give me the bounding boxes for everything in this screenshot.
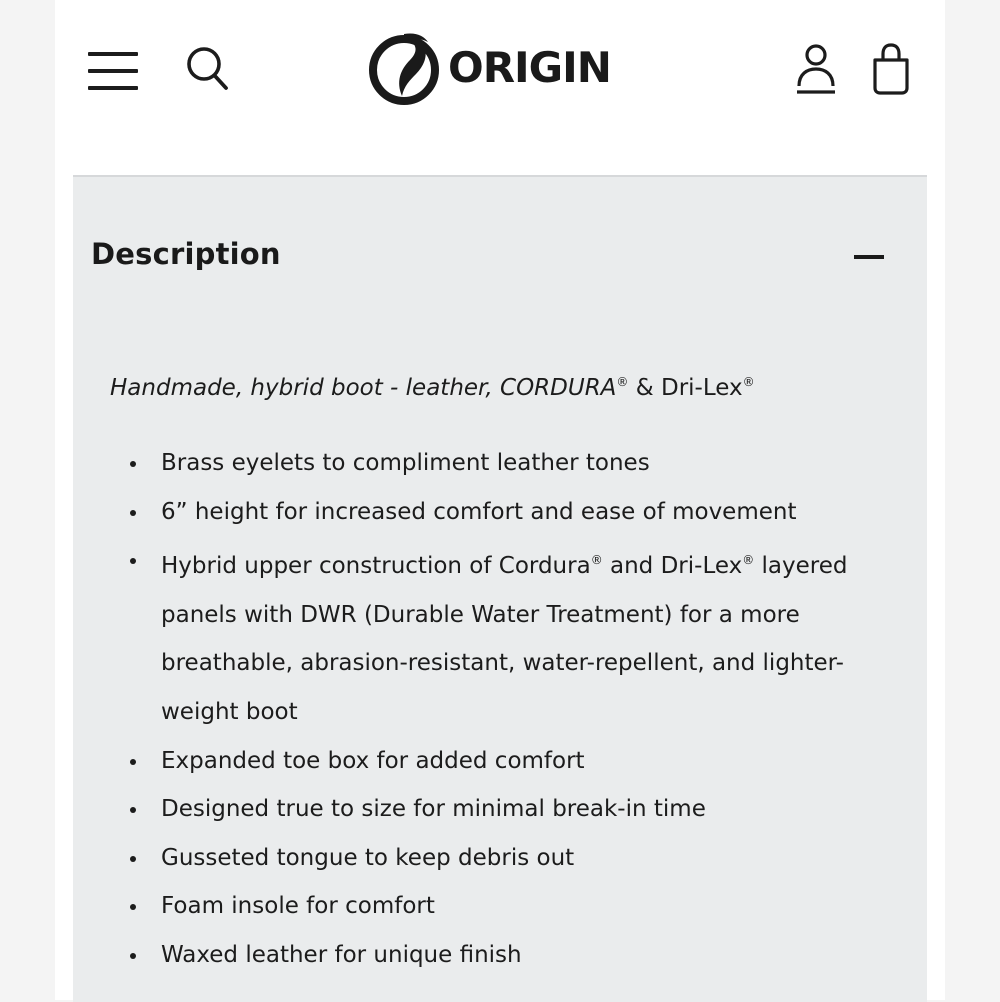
- list-item: [73, 931, 921, 980]
- bullet: [130, 759, 136, 765]
- bullet: [130, 953, 136, 959]
- bullet: [130, 856, 136, 862]
- minus-icon[interactable]: [854, 255, 884, 259]
- list-item: [73, 737, 921, 786]
- description-title: Description: [91, 237, 281, 271]
- feature-list: [73, 439, 927, 980]
- list-item: [73, 882, 921, 931]
- feature-text: Waxed leather for unique finish: [161, 941, 522, 968]
- origin-logo[interactable]: [366, 30, 656, 106]
- description-accordion-header[interactable]: [73, 177, 927, 337]
- hamburger-menu-icon[interactable]: [88, 48, 140, 94]
- list-item: [73, 536, 921, 736]
- bullet: [130, 558, 136, 564]
- feature-text: and Dri-Lex: [602, 553, 743, 580]
- intro-italic-text: Handmade, hybrid boot - leather, CORDURA: [110, 375, 617, 401]
- logo-text: ORIGIN: [448, 43, 611, 92]
- bullet: [130, 461, 136, 467]
- feature-text: Gusseted tongue to keep debris out: [161, 844, 575, 871]
- list-item: [73, 439, 921, 488]
- feature-text: 6” height for increased comfort and ease of movement: [161, 498, 797, 525]
- registered-mark: ®: [590, 553, 603, 568]
- registered-mark: ®: [742, 553, 755, 568]
- shopping-bag-icon[interactable]: [869, 42, 913, 96]
- site-header: [55, 0, 945, 150]
- description-accordion: [73, 175, 927, 1002]
- list-item: [73, 785, 921, 834]
- bullet: [130, 904, 136, 910]
- list-item: [73, 834, 921, 883]
- registered-mark: ®: [742, 375, 755, 389]
- product-page: [55, 0, 945, 1000]
- feature-text: Expanded toe box for added comfort: [161, 747, 585, 774]
- origin-logo-mark-icon: [366, 30, 442, 106]
- search-icon[interactable]: [185, 45, 231, 93]
- feature-text: Foam insole for comfort: [161, 893, 435, 920]
- user-icon[interactable]: [795, 42, 837, 96]
- registered-mark: ®: [616, 375, 629, 389]
- feature-text: Designed true to size for minimal break-in time: [161, 796, 706, 823]
- feature-text: Brass eyelets to compliment leather tones: [161, 450, 650, 476]
- bullet: [130, 510, 136, 516]
- feature-text: layered panels with DWR (Durable Water Treatment) for a more breathable, abrasion-resistant, water-repellent, and lighter-weight boot: [161, 553, 848, 725]
- feature-text: Hybrid upper construction of Cordura: [161, 553, 591, 580]
- bullet: [130, 807, 136, 813]
- list-item: [73, 488, 921, 537]
- description-intro: [110, 367, 755, 403]
- intro-text: & Dri-Lex: [628, 375, 743, 401]
